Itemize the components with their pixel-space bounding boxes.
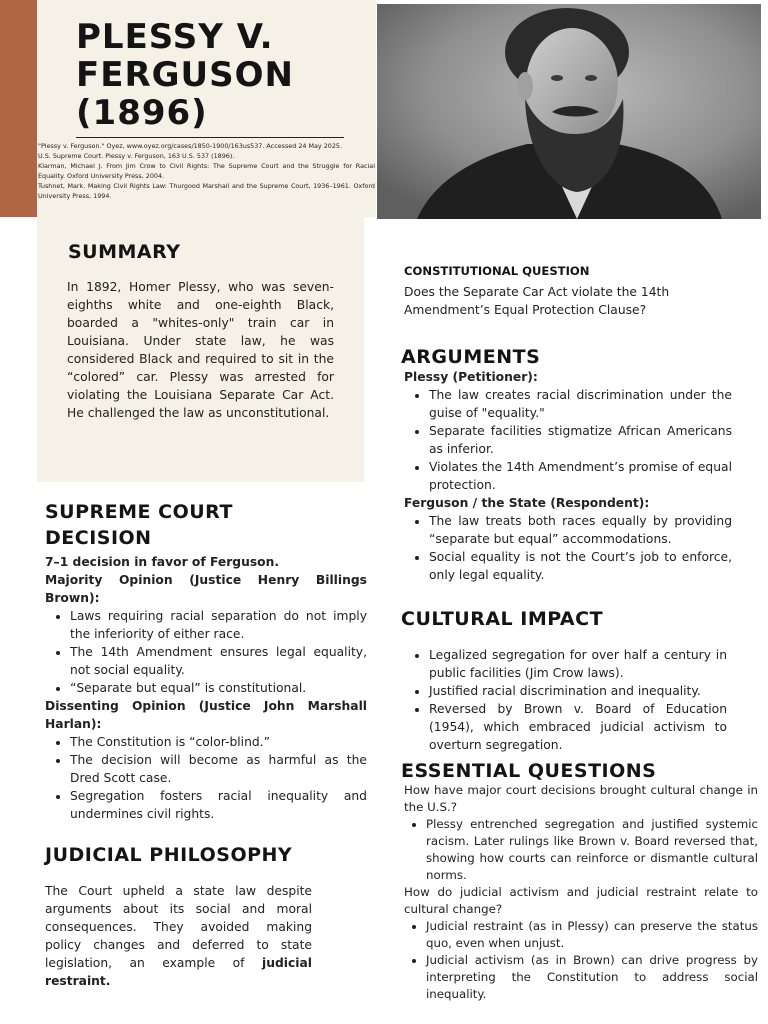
decision-section bbox=[45, 553, 367, 823]
arguments-heading: ARGUMENTS bbox=[401, 346, 541, 368]
impact-section bbox=[404, 646, 727, 754]
philosophy-emphasis: judicial restraint. bbox=[45, 956, 312, 988]
dissent-label: Dissenting Opinion (Justice John Marshall Harlan): bbox=[45, 699, 367, 731]
list-item: • Justified racial discrimination and inequality. bbox=[429, 682, 727, 700]
question-text: Does the Separate Car Act violate the 14th Amendment’s Equal Protection Clause? bbox=[404, 285, 670, 317]
essential-heading: ESSENTIAL QUESTIONS bbox=[401, 760, 657, 782]
petitioner-label: Plessy (Petitioner): bbox=[404, 370, 538, 384]
arguments-section bbox=[404, 368, 732, 584]
summary-text bbox=[67, 278, 334, 422]
essential-list bbox=[404, 816, 758, 884]
essential-section bbox=[404, 782, 758, 1003]
majority-label: Majority Opinion (Justice Henry Billings Brown): bbox=[45, 573, 367, 605]
philosophy-paragraph bbox=[45, 882, 312, 990]
list-item: • Segregation fosters racial inequality and undermines civil rights. bbox=[70, 787, 367, 823]
petitioner-list bbox=[404, 386, 732, 494]
list-item: • The decision will become as harmful as the Dred Scott case. bbox=[70, 751, 367, 787]
list-item: • Reversed by Brown v. Board of Education (1954), which embraced judicial activism to overturn segregation. bbox=[429, 700, 727, 754]
list-item: • The 14th Amendment ensures legal equality, not social equality. bbox=[70, 643, 367, 679]
majority-list bbox=[45, 607, 367, 697]
essential-question: How have major court decisions brought cultural change in the U.S.? bbox=[404, 783, 758, 814]
philosophy-heading: JUDICIAL PHILOSOPHY bbox=[45, 844, 293, 866]
citation: U.S. Supreme Court. Plessy v. Ferguson, 163 U.S. 537 (1896). bbox=[38, 152, 235, 160]
list-item: • Separate facilities stigmatize African Americans as inferior. bbox=[429, 422, 732, 458]
question-label: CONSTITUTIONAL QUESTION bbox=[404, 264, 590, 278]
respondent-list bbox=[404, 512, 732, 584]
citation: "Plessy v. Ferguson." Oyez, www.oyez.org/cases/1850-1900/163us537. Accessed 24 May 2025. bbox=[38, 142, 343, 150]
essential-list bbox=[404, 918, 758, 1003]
citations bbox=[38, 141, 375, 201]
list-item: • “Separate but equal” is constitutional. bbox=[70, 679, 367, 697]
philosophy-text bbox=[45, 882, 312, 990]
portrait-photo bbox=[377, 4, 761, 219]
accent-bar bbox=[0, 0, 37, 217]
list-item: • The Constitution is “color-blind.” bbox=[70, 733, 367, 751]
list-item: • Legalized segregation for over half a century in public facilities (Jim Crow laws). bbox=[429, 646, 727, 682]
citation: Klarman, Michael J. From Jim Crow to Civil Rights: The Supreme Court and the Struggle for Racial Equality. Oxford University Press, 2004. bbox=[38, 162, 375, 180]
list-item: • Plessy entrenched segregation and justified systemic racism. Later rulings like Brown v. Board reversed that, showing how courts can reinforce or dismantle cultural norms. bbox=[426, 816, 758, 884]
list-item: • The law treats both races equally by providing “separate but equal” accommodations. bbox=[429, 512, 732, 548]
list-item: • The law creates racial discrimination under the guise of "equality." bbox=[429, 386, 732, 422]
summary-paragraph: In 1892, Homer Plessy, who was seven-eighths white and one-eighth Black, boarded a "whites-only" train car in Louisiana. Under state law, he was considered Black and required to sit in the “colored” car. Plessy was arrested for violating the Louisiana Separate Car Act. He challenged the law as unconstitutional. bbox=[67, 280, 334, 420]
philosophy-body: The Court upheld a state law despite arguments about its social and moral consequences. They avoided making policy changes and deferred to state legislation, an example of bbox=[45, 884, 312, 970]
list-item: • Judicial activism (as in Brown) can drive progress by interpreting the Constitution to address social inequality. bbox=[426, 952, 758, 1003]
citation: Tushnet, Mark. Making Civil Rights Law: Thurgood Marshall and the Supreme Court, 1936–1961. Oxford University Press, 1994. bbox=[38, 182, 375, 200]
decision-heading: SUPREME COURT DECISION bbox=[45, 501, 233, 549]
decision-result: 7–1 decision in favor of Ferguson. bbox=[45, 555, 280, 569]
respondent-label: Ferguson / the State (Respondent): bbox=[404, 496, 650, 510]
dissent-list bbox=[45, 733, 367, 823]
summary-heading: SUMMARY bbox=[68, 241, 181, 263]
list-item: • Violates the 14th Amendment’s promise of equal protection. bbox=[429, 458, 732, 494]
list-item: • Laws requiring racial separation do not imply the inferiority of either race. bbox=[70, 607, 367, 643]
impact-list bbox=[404, 646, 727, 754]
impact-heading: CULTURAL IMPACT bbox=[401, 608, 604, 630]
essential-question: How do judicial activism and judicial restraint relate to cultural change? bbox=[404, 885, 758, 916]
list-item: • Social equality is not the Court’s job to enforce, only legal equality. bbox=[429, 548, 732, 584]
list-item: • Judicial restraint (as in Plessy) can preserve the status quo, even when unjust. bbox=[426, 918, 758, 952]
page-title: PLESSY V. FERGUSON (1896) bbox=[76, 17, 294, 133]
portrait-illustration bbox=[377, 4, 761, 219]
title-divider bbox=[76, 137, 344, 138]
